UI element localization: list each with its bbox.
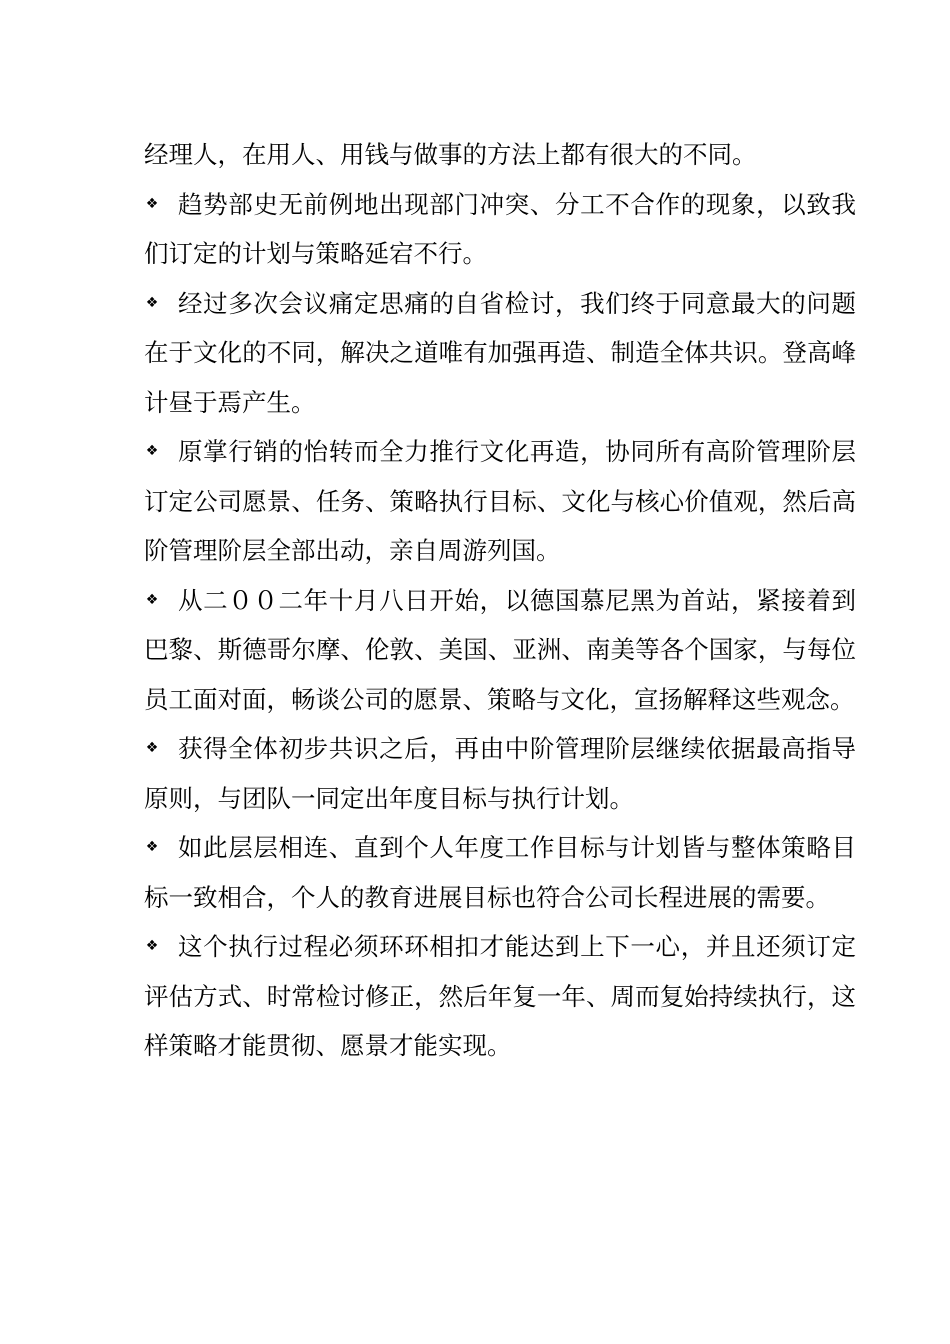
- diamond-bullet-icon: ❖: [145, 938, 159, 954]
- bullet-item-text: 这个执行过程必须环环相扣才能达到上下一心，并且还须订定评估方式、时常检讨修正，然后年复一年、周而复始持续执行，这样策略才能贯彻、愿景才能实现。: [144, 932, 856, 1060]
- bullet-item: [144, 576, 856, 725]
- bullet-item: [144, 823, 856, 922]
- lead-paragraph: 经理人，在用人、用钱与做事的方法上都有很大的不同。: [144, 140, 757, 169]
- document-body: [144, 130, 856, 1071]
- bullet-item: [144, 180, 856, 279]
- diamond-bullet-icon: ❖: [145, 839, 159, 855]
- bullet-item: [144, 427, 856, 576]
- diamond-bullet-icon: ❖: [145, 740, 159, 756]
- bullet-item-text: 如此层层相连、直到个人年度工作目标与计划皆与整体策略目标一致相合，个人的教育进展目标也符合公司长程进展的需要。: [144, 833, 856, 912]
- bullet-item-text: 获得全体初步共识之后，再由中阶管理阶层继续依据最高指导原则，与团队一同定出年度目标与执行计划。: [144, 734, 856, 813]
- diamond-bullet-icon: ❖: [145, 591, 159, 608]
- bullet-item-text: 经过多次会议痛定思痛的自省检讨，我们终于同意最大的问题在于文化的不同，解决之道唯有加强再造、制造全体共识。登高峰计昼于焉产生。: [144, 288, 856, 417]
- diamond-bullet-icon: ❖: [145, 443, 159, 459]
- bullet-item-text: 趋势部史无前例地出现部门冲突、分工不合作的现象，以致我们订定的计划与策略延宕不行。: [144, 189, 856, 268]
- bullet-item: [144, 922, 856, 1071]
- diamond-bullet-icon: ❖: [145, 195, 159, 212]
- bullet-item: [144, 724, 856, 823]
- bullet-item-text: 从二００二年十月八日开始，以德国慕尼黑为首站，紧接着到巴黎、斯德哥尔摩、伦敦、美国、亚洲、南美等各个国家，与每位员工面对面，畅谈公司的愿景、策略与文化，宣扬解释这些观念。: [144, 585, 856, 714]
- bullet-item: [144, 279, 856, 428]
- bullet-item-text: 原掌行销的怡转而全力推行文化再造，协同所有高阶管理阶层订定公司愿景、任务、策略执行目标、文化与核心价值观，然后高阶管理阶层全部出动，亲自周游列国。: [144, 437, 856, 565]
- diamond-bullet-icon: ❖: [145, 294, 159, 311]
